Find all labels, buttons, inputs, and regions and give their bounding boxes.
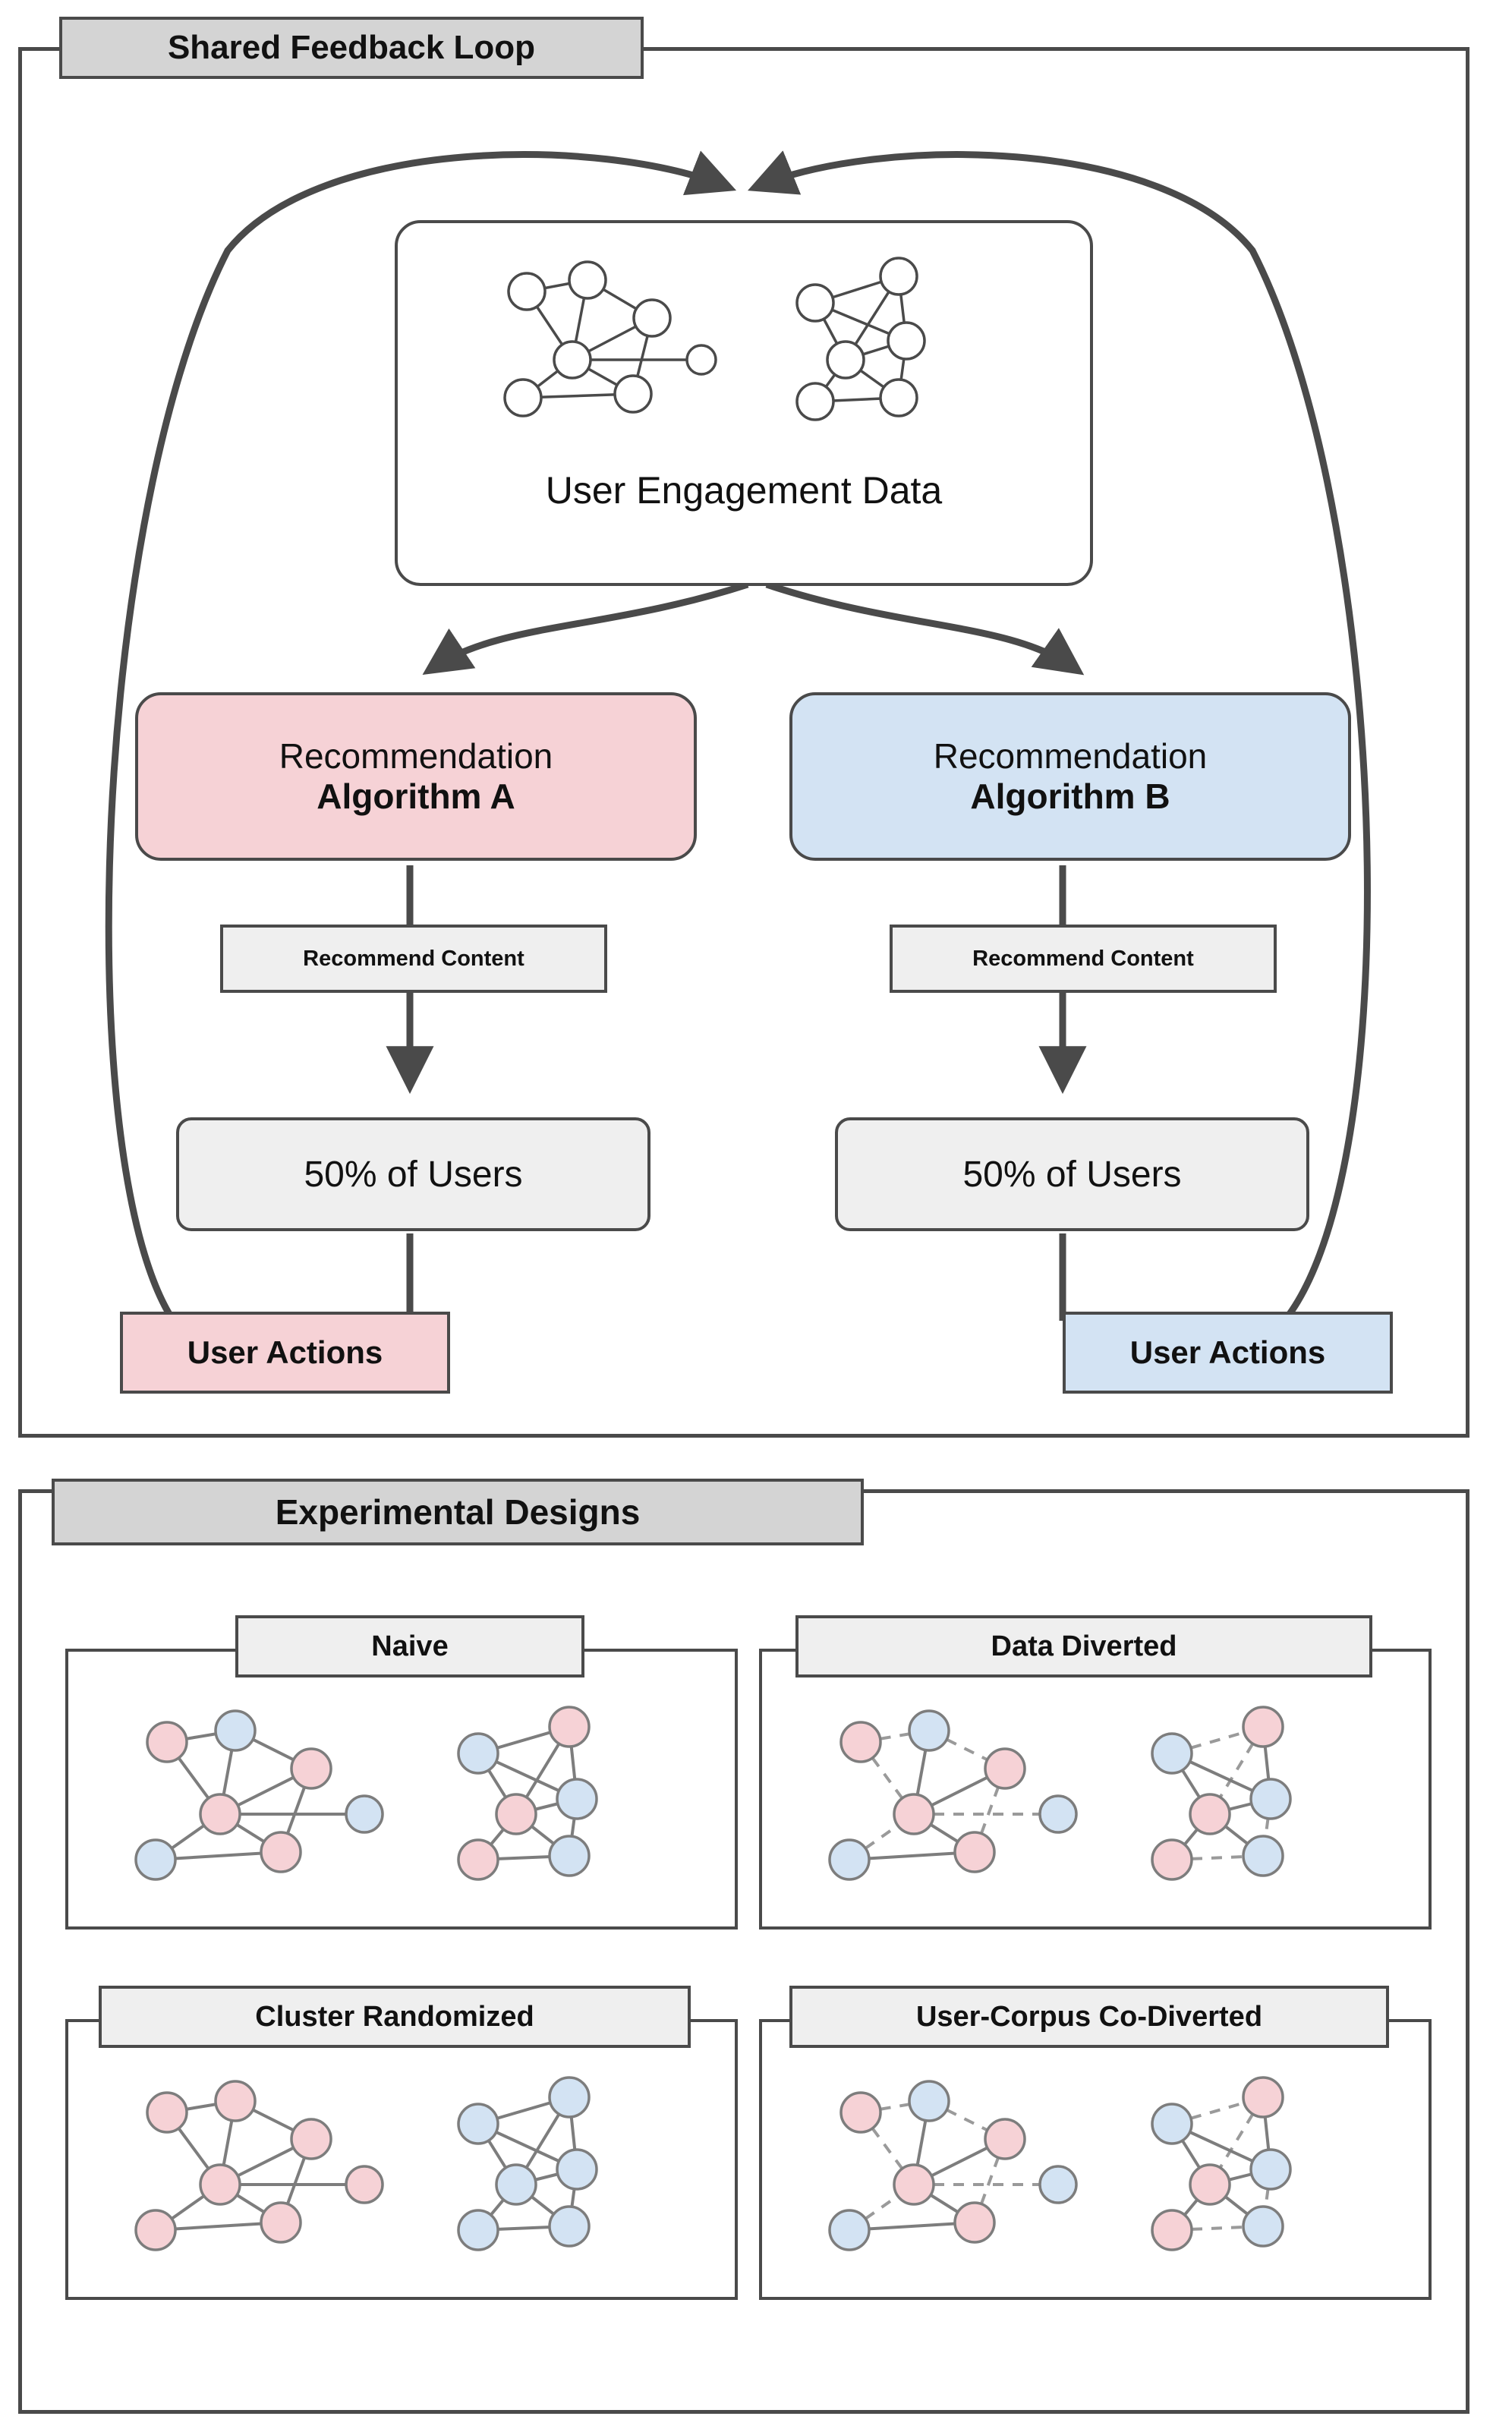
algorithm-b-name: Algorithm B <box>970 777 1170 816</box>
recommend-content-text-b: Recommend Content <box>972 946 1194 971</box>
recommend-content-text-a: Recommend Content <box>303 946 524 971</box>
algorithm-a-box <box>135 692 697 861</box>
experimental-designs-title <box>52 1479 864 1545</box>
design-graph-cluster-randomized <box>83 2071 721 2283</box>
design-graph-data-diverted <box>777 1700 1415 1913</box>
shared-feedback-loop-title-label: Shared Feedback Loop <box>167 29 536 66</box>
design-graph-naive <box>83 1700 721 1913</box>
design-title-naive-label: Naive <box>371 1630 449 1662</box>
network-graph-icon <box>451 246 1058 458</box>
recommend-content-label-b <box>890 925 1277 993</box>
shared-feedback-loop-title <box>59 17 644 79</box>
design-title-data-diverted-label: Data Diverted <box>991 1630 1177 1662</box>
design-title-cluster-randomized-label: Cluster Randomized <box>255 2000 534 2033</box>
design-title-user-corpus-co-diverted-label: User-Corpus Co-Diverted <box>915 2000 1263 2033</box>
recommend-content-label-a <box>220 925 607 993</box>
traffic-split-box-a <box>176 1117 650 1231</box>
design-title-data-diverted <box>795 1615 1372 1678</box>
design-title-user-corpus-co-diverted <box>789 1986 1389 2048</box>
user-actions-text-a: User Actions <box>187 1334 383 1370</box>
experimental-designs-title-label: Experimental Designs <box>275 1492 641 1532</box>
algorithm-b-prefix: Recommendation <box>933 736 1208 777</box>
algorithm-a-prefix: Recommendation <box>279 736 553 777</box>
user-actions-box-a <box>120 1312 450 1394</box>
traffic-split-text-a: 50% of Users <box>304 1154 523 1195</box>
user-engagement-data-label: User Engagement Data <box>545 469 943 512</box>
user-actions-text-b: User Actions <box>1129 1334 1326 1370</box>
design-graph-user-corpus-co-diverted <box>777 2071 1415 2283</box>
user-actions-box-b <box>1063 1312 1393 1394</box>
design-title-naive <box>235 1615 584 1678</box>
algorithm-a-name: Algorithm A <box>317 777 515 816</box>
user-engagement-data-box <box>395 220 1093 586</box>
traffic-split-box-b <box>835 1117 1309 1231</box>
design-title-cluster-randomized <box>99 1986 691 2048</box>
traffic-split-text-b: 50% of Users <box>962 1154 1182 1195</box>
algorithm-b-box <box>789 692 1351 861</box>
